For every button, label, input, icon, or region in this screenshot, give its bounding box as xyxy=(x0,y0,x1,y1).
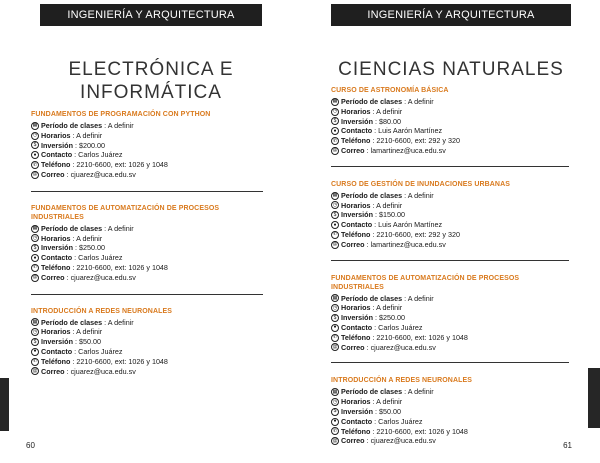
calendar-icon: ▦ xyxy=(332,294,338,301)
info-label: Contacto xyxy=(341,416,373,426)
course-info-row xyxy=(331,146,571,156)
clock-icon: ◷ xyxy=(332,304,338,311)
info-label: Inversión xyxy=(41,140,73,150)
info-value: : $50.00 xyxy=(74,337,101,347)
info-value: : Carlos Juárez xyxy=(74,150,123,160)
info-label: Horarios xyxy=(341,106,371,116)
course-title: CURSO DE GESTIÓN DE INUNDACIONES URBANAS xyxy=(331,180,511,188)
phone-icon: ✆ xyxy=(332,334,338,341)
page-edge-tab xyxy=(588,368,600,428)
info-value: : A definir xyxy=(72,233,103,243)
calendar-icon: ▦ xyxy=(332,98,338,105)
course-info-row xyxy=(331,387,571,397)
course-block xyxy=(331,274,571,353)
info-label: Horarios xyxy=(341,397,371,407)
info-value: : A definir xyxy=(72,130,103,140)
info-value[interactable]: : cjuarez@uca.edu.sv xyxy=(366,436,436,446)
course-info-row xyxy=(331,407,571,417)
email-icon: @ xyxy=(32,367,38,374)
info-value: : Carlos Juárez xyxy=(374,416,423,426)
phone-icon: ✆ xyxy=(332,231,338,238)
course-info-row xyxy=(31,234,267,244)
info-value: : A definir xyxy=(372,106,403,116)
info-value: : 2210-6600, ext: 1026 y 1048 xyxy=(72,262,168,272)
dollar-icon: $ xyxy=(331,211,339,219)
info-value: : $200.00 xyxy=(74,140,105,150)
info-label: Teléfono xyxy=(341,426,371,436)
clock-icon: ◷ xyxy=(332,108,338,115)
course-info-row xyxy=(31,318,267,328)
calendar-icon: ▦ xyxy=(332,192,338,199)
page-edge-tab xyxy=(0,378,9,431)
info-label: Período de clases xyxy=(341,190,403,200)
info-label: Inversión xyxy=(341,406,373,416)
info-label: Correo xyxy=(41,272,65,282)
course-info-row xyxy=(331,126,571,136)
info-label: Horarios xyxy=(41,327,71,337)
info-label: Contacto xyxy=(41,253,73,263)
phone-icon: ✆ xyxy=(32,264,38,271)
info-value: : A definir xyxy=(104,121,134,130)
section-header-text: INGENIERÍA Y ARQUITECTURA xyxy=(367,9,535,21)
course-title: FUNDAMENTOS DE AUTOMATIZACIÓN DE PROCESOS INDUSTRIALES xyxy=(31,204,220,221)
info-value: : 2210-6600, ext: 1026 y 1048 xyxy=(372,332,468,342)
info-label: Contacto xyxy=(341,126,373,136)
page-title xyxy=(40,58,262,104)
course-info-row xyxy=(331,303,571,313)
info-label: Período de clases xyxy=(41,121,103,130)
page-title-line1: ELECTRÓNICA E xyxy=(68,59,234,80)
info-label: Correo xyxy=(341,239,365,249)
calendar-icon: ▦ xyxy=(32,122,38,129)
email-icon: @ xyxy=(332,147,338,154)
info-value[interactable]: : lamartinez@uca.edu.sv xyxy=(366,145,446,155)
person-icon: ● xyxy=(331,127,339,135)
phone-icon: ✆ xyxy=(32,161,38,168)
dollar-icon: $ xyxy=(331,408,339,416)
course-info-row xyxy=(31,347,267,357)
info-value: : 2210-6600, ext: 292 y 320 xyxy=(372,229,460,239)
dollar-icon: $ xyxy=(31,141,39,149)
info-label: Contacto xyxy=(41,150,73,160)
course-info-row xyxy=(31,253,267,263)
info-label: Teléfono xyxy=(341,229,371,239)
info-label: Horarios xyxy=(341,303,371,313)
info-value: : $80.00 xyxy=(374,116,401,126)
info-label: Inversión xyxy=(341,210,373,220)
calendar-icon: ▦ xyxy=(332,388,338,395)
divider xyxy=(331,260,569,261)
info-label: Período de clases xyxy=(41,223,103,233)
course-info-row xyxy=(331,417,571,427)
course-info-row xyxy=(31,141,267,151)
person-icon: ● xyxy=(31,151,39,159)
info-value[interactable]: : cjuarez@uca.edu.sv xyxy=(66,272,136,282)
info-value: : $250.00 xyxy=(374,313,405,323)
dollar-icon: $ xyxy=(31,338,39,346)
info-value: : 2210-6600, ext: 1026 y 1048 xyxy=(72,356,168,366)
dollar-icon: $ xyxy=(331,314,339,322)
course-info-row xyxy=(31,121,267,131)
email-icon: @ xyxy=(332,343,338,350)
person-icon: ● xyxy=(331,221,339,229)
page-number: 60 xyxy=(26,441,35,450)
course-info-row xyxy=(331,397,571,407)
person-icon: ● xyxy=(331,418,339,426)
info-label: Inversión xyxy=(341,116,373,126)
course-info-row xyxy=(331,191,571,201)
phone-icon: ✆ xyxy=(32,358,38,365)
person-icon: ● xyxy=(31,254,39,262)
course-list xyxy=(31,110,267,376)
clock-icon: ◷ xyxy=(332,201,338,208)
dollar-icon: $ xyxy=(331,117,339,125)
info-value: : 2210-6600, ext: 1026 y 1048 xyxy=(72,160,168,170)
course-info-row xyxy=(331,210,571,220)
info-label: Contacto xyxy=(41,346,73,356)
info-label: Horarios xyxy=(341,200,371,210)
info-value: : Carlos Juárez xyxy=(74,346,123,356)
course-block xyxy=(331,376,571,446)
info-label: Correo xyxy=(341,145,365,155)
info-value: : A definir xyxy=(404,387,434,397)
info-value: : A definir xyxy=(372,303,403,313)
course-info-row xyxy=(31,243,267,253)
course-info-row xyxy=(31,131,267,141)
info-value[interactable]: : lamartinez@uca.edu.sv xyxy=(366,239,446,249)
person-icon: ● xyxy=(331,324,339,332)
course-info-row xyxy=(331,107,571,117)
course-block xyxy=(31,307,267,377)
course-title: CURSO DE ASTRONOMÍA BÁSICA xyxy=(331,87,449,94)
info-value: : A definir xyxy=(404,97,434,106)
course-info-row xyxy=(331,201,571,211)
course-info-row xyxy=(331,333,571,343)
section-header-band xyxy=(40,4,262,26)
info-label: Inversión xyxy=(341,313,373,323)
info-value[interactable]: : cjuarez@uca.edu.sv xyxy=(366,342,436,352)
divider xyxy=(31,191,263,192)
page-title-line2: INFORMÁTICA xyxy=(80,82,222,103)
divider xyxy=(331,166,569,167)
course-info-row xyxy=(331,294,571,304)
course-info-row xyxy=(331,436,571,446)
info-value[interactable]: : cjuarez@uca.edu.sv xyxy=(66,366,136,376)
info-label: Contacto xyxy=(341,220,373,230)
info-value: : Carlos Juárez xyxy=(374,322,423,332)
info-label: Inversión xyxy=(41,243,73,253)
info-value: : 2210-6600, ext: 292 y 320 xyxy=(372,136,460,146)
calendar-icon: ▦ xyxy=(32,318,38,325)
info-value: : $150.00 xyxy=(374,210,405,220)
course-title: INTRODUCCIÓN A REDES NEURONALES xyxy=(31,307,173,315)
info-label: Correo xyxy=(341,342,365,352)
course-info-row xyxy=(31,357,267,367)
course-info-row xyxy=(331,313,571,323)
course-info-row xyxy=(331,427,571,437)
left-page xyxy=(0,0,292,463)
info-label: Teléfono xyxy=(41,356,71,366)
info-label: Período de clases xyxy=(341,97,403,106)
course-title: FUNDAMENTOS DE PROGRAMACIÓN CON PYTHON xyxy=(31,111,211,118)
info-label: Teléfono xyxy=(41,262,71,272)
info-value: : A definir xyxy=(372,397,403,407)
divider xyxy=(31,294,263,295)
course-block xyxy=(331,180,571,250)
person-icon: ● xyxy=(31,348,39,356)
email-icon: @ xyxy=(332,241,338,248)
info-label: Inversión xyxy=(41,337,73,347)
email-icon: @ xyxy=(32,274,38,281)
right-page xyxy=(308,0,600,463)
course-info-row xyxy=(31,273,267,283)
clock-icon: ◷ xyxy=(332,398,338,405)
info-value: : A definir xyxy=(72,327,103,337)
info-label: Período de clases xyxy=(341,387,403,397)
course-info-row xyxy=(31,224,267,234)
course-info-row xyxy=(31,367,267,377)
page-number: 61 xyxy=(563,441,572,450)
info-label: Correo xyxy=(41,366,65,376)
clock-icon: ◷ xyxy=(32,328,38,335)
page-title: CIENCIAS NATURALES xyxy=(338,59,564,80)
course-info-row xyxy=(31,337,267,347)
course-info-row xyxy=(331,136,571,146)
info-label: Teléfono xyxy=(341,136,371,146)
course-info-row xyxy=(31,170,267,180)
info-label: Período de clases xyxy=(41,317,103,327)
info-label: Horarios xyxy=(41,233,71,243)
info-value: : A definir xyxy=(372,200,403,210)
course-info-row xyxy=(31,327,267,337)
info-value: : 2210-6600, ext: 1026 y 1048 xyxy=(372,426,468,436)
course-title: INTRODUCCIÓN A REDES NEURONALES xyxy=(331,377,473,385)
clock-icon: ◷ xyxy=(32,234,38,241)
email-icon: @ xyxy=(332,437,338,444)
course-block xyxy=(331,86,571,156)
course-info-row xyxy=(31,150,267,160)
info-value: : A definir xyxy=(404,293,434,303)
info-label: Teléfono xyxy=(341,332,371,342)
course-block xyxy=(31,204,267,283)
info-value: : A definir xyxy=(104,223,134,233)
section-header-band xyxy=(331,4,571,26)
course-list xyxy=(331,86,571,446)
course-info-row xyxy=(31,160,267,170)
course-info-row xyxy=(331,343,571,353)
email-icon: @ xyxy=(32,171,38,178)
info-label: Correo xyxy=(41,169,65,179)
info-value: : A definir xyxy=(104,317,134,327)
calendar-icon: ▦ xyxy=(32,225,38,232)
phone-icon: ✆ xyxy=(332,427,338,434)
info-value: : Luis Aarón Martínez xyxy=(374,220,443,230)
info-label: Período de clases xyxy=(341,293,403,303)
info-label: Horarios xyxy=(41,130,71,140)
course-info-row xyxy=(331,220,571,230)
course-info-row xyxy=(331,240,571,250)
course-title: FUNDAMENTOS DE AUTOMATIZACIÓN DE PROCESOS INDUSTRIALES xyxy=(331,274,520,291)
info-value: : Carlos Juárez xyxy=(74,253,123,263)
info-value[interactable]: : cjuarez@uca.edu.sv xyxy=(66,169,136,179)
course-info-row xyxy=(331,230,571,240)
dollar-icon: $ xyxy=(31,244,39,252)
clock-icon: ◷ xyxy=(32,132,38,139)
info-value: : Luis Aarón Martínez xyxy=(374,126,443,136)
info-value: : A definir xyxy=(404,190,434,200)
info-value: : $250.00 xyxy=(74,243,105,253)
course-info-row xyxy=(331,117,571,127)
divider xyxy=(331,362,569,363)
info-label: Contacto xyxy=(341,322,373,332)
course-info-row xyxy=(331,97,571,107)
course-info-row xyxy=(331,323,571,333)
course-info-row xyxy=(31,263,267,273)
info-label: Correo xyxy=(341,436,365,446)
course-block xyxy=(31,110,267,180)
section-header-text: INGENIERÍA Y ARQUITECTURA xyxy=(67,9,235,21)
info-value: : $50.00 xyxy=(374,406,401,416)
phone-icon: ✆ xyxy=(332,137,338,144)
info-label: Teléfono xyxy=(41,160,71,170)
